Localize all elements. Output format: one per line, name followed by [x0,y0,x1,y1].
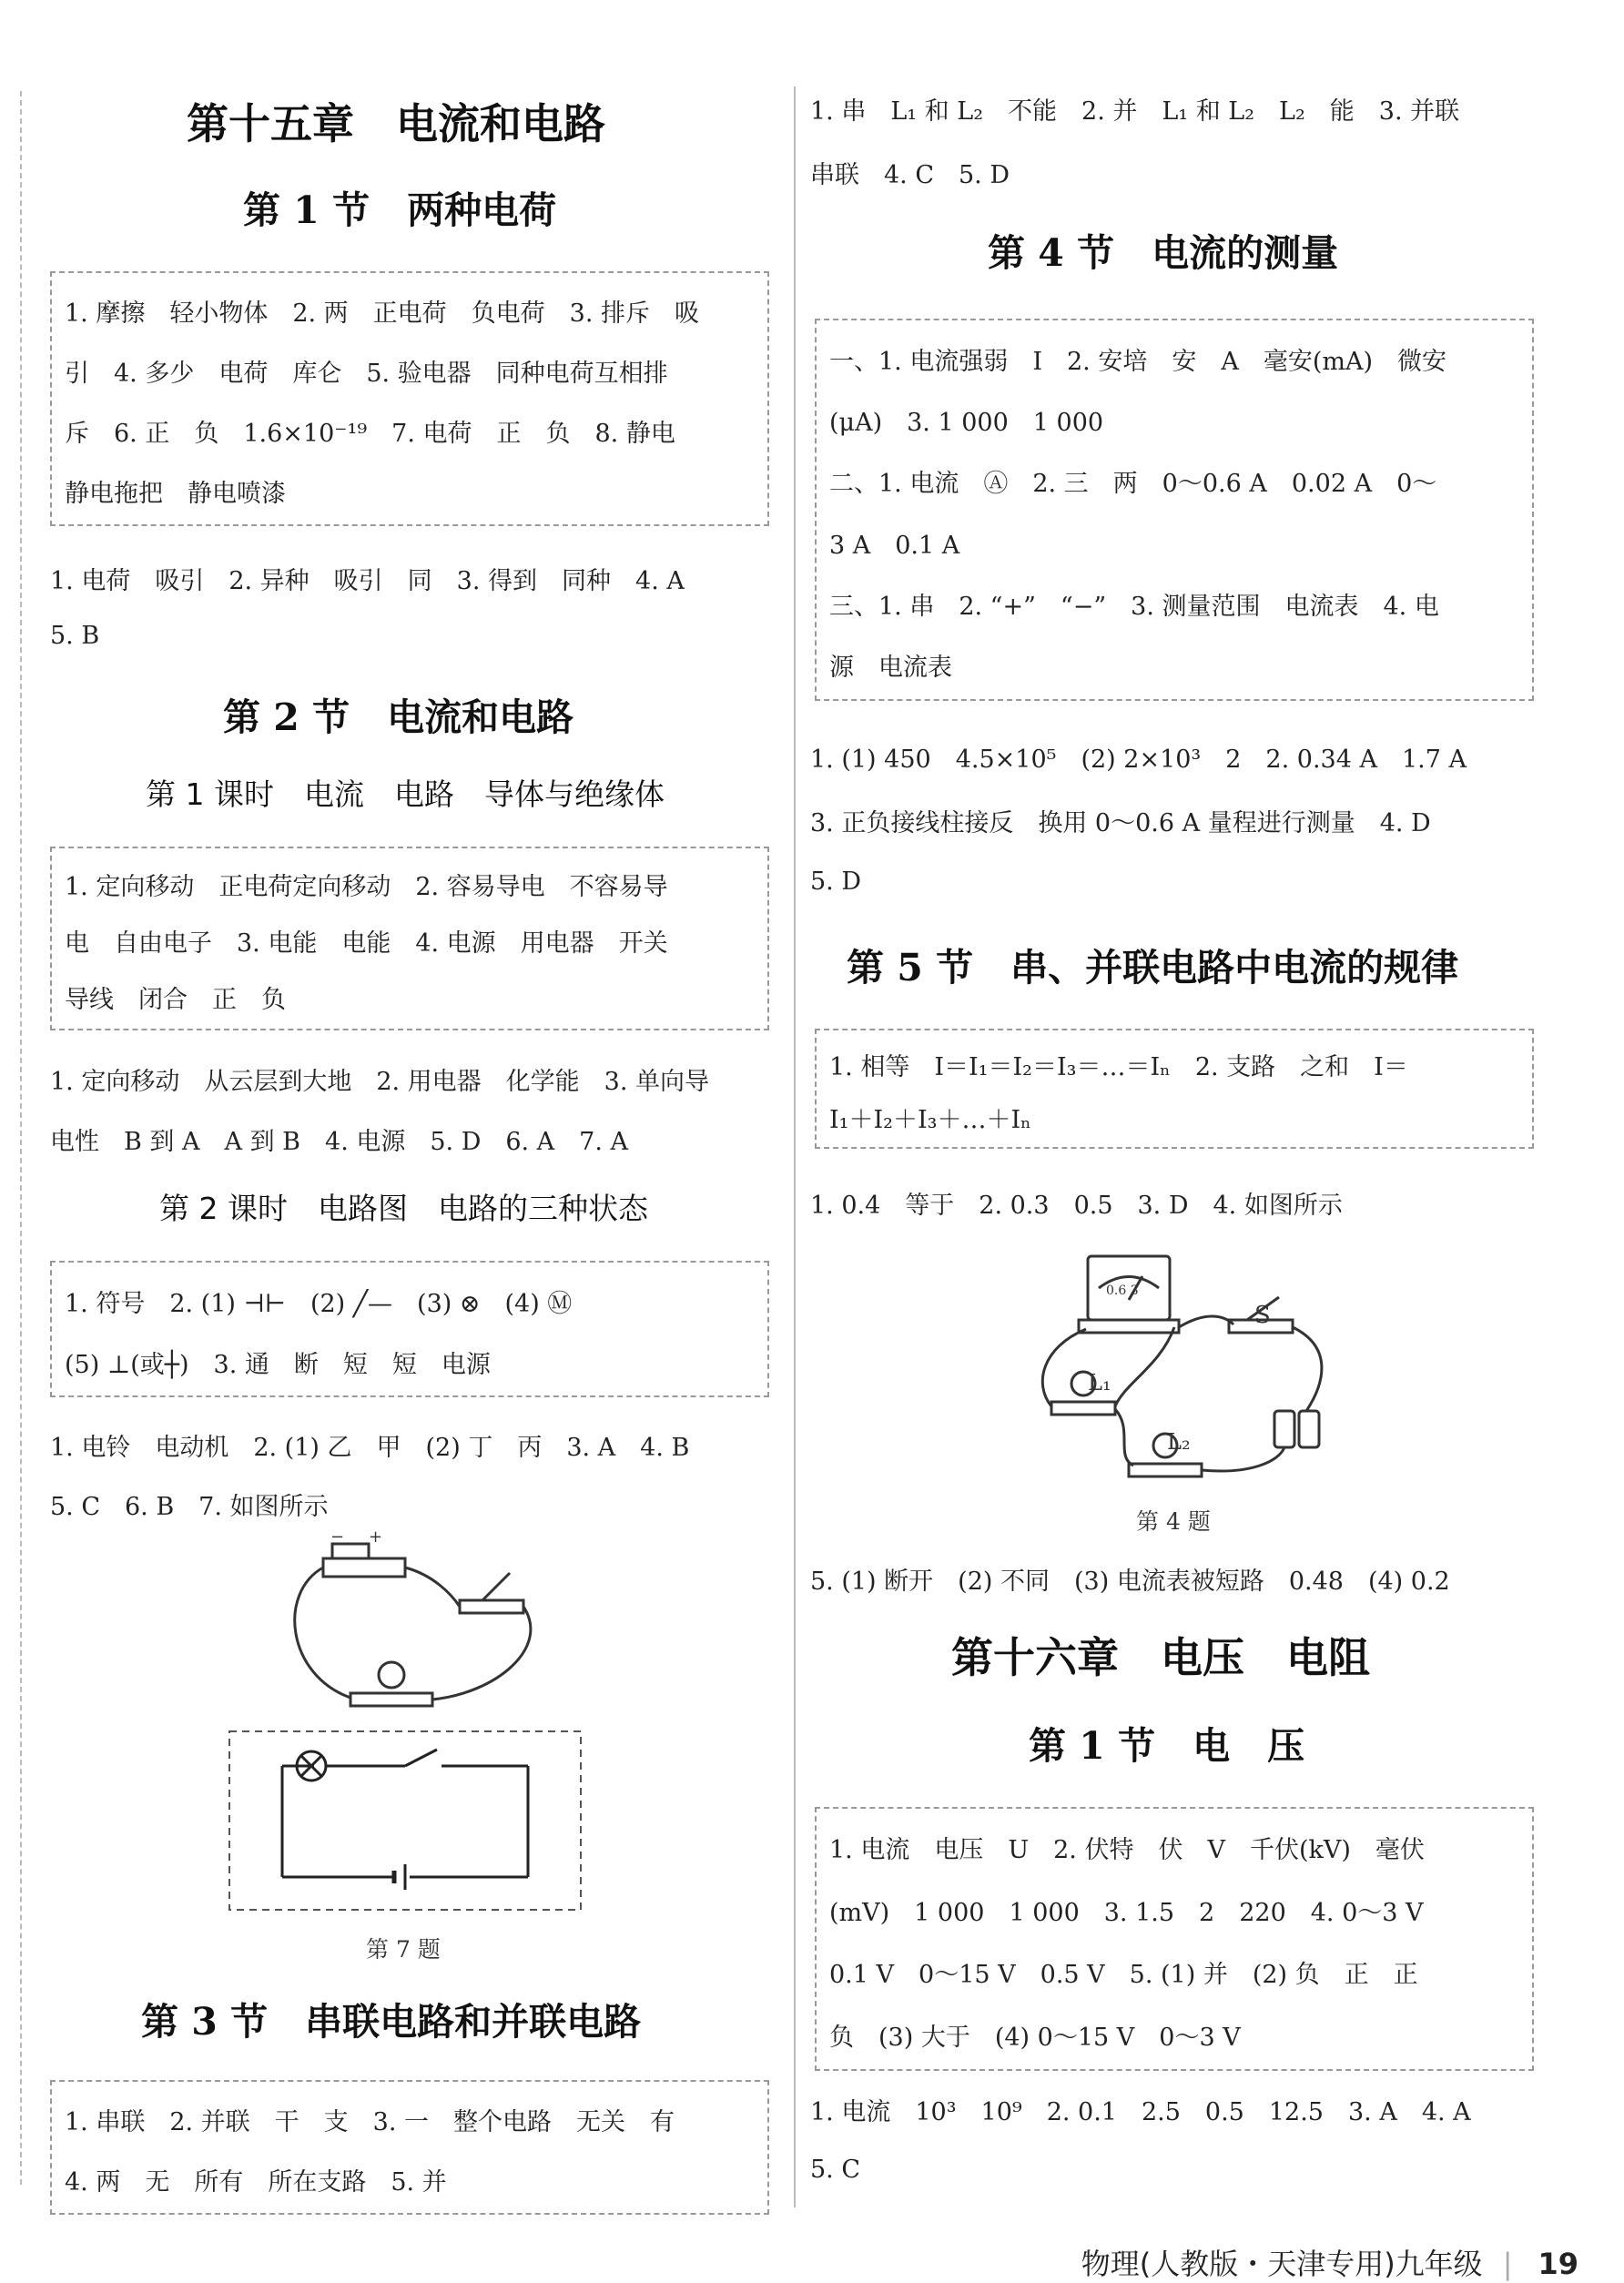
figure7-caption: 第 7 题 [366,1936,441,1963]
section3-knowledge-box [50,2080,769,2215]
section2-title: 第 2 节 电流和电路 [223,695,574,739]
page-number: 19 [1538,2247,1578,2281]
left-margin-line [20,91,22,2185]
chapter16-title: 第十六章 电压 电阻 [951,1633,1370,1682]
box-line: 负 (3) 大于 (4) 0～15 V 0～3 V [829,2023,1241,2052]
box-line: (mV) 1 000 1 000 3. 1.5 2 220 4. 0～3 V [829,1898,1424,1927]
box-line: 静电拖把 静电喷漆 [65,480,286,508]
box-line: 斥 6. 正 负 1.6×10⁻¹⁹ 7. 电荷 正 负 8. 静电 [65,420,675,448]
lesson2-knowledge-box [50,1261,769,1397]
bulb1-board [1051,1402,1115,1415]
lesson1-knowledge-box [50,847,769,1030]
figure4-label-l2: L₂ [1167,1429,1191,1455]
box-line: 导线 闭合 正 负 [65,986,286,1014]
bulb-icon [379,1662,404,1688]
chapter15-title: 第十五章 电流和电路 [187,99,605,148]
ch16-section1-knowledge-box [815,1807,1534,2071]
box-line: 引 4. 多少 电荷 库仑 5. 验电器 同种电荷互相排 [65,360,668,388]
answer-line: 电性 B 到 A A 到 B 4. 电源 5. D 6. A 7. A [50,1128,629,1156]
figure4-circuit [1015,1247,1379,1511]
answer-line: 1. 电荷 吸引 2. 异种 吸引 同 3. 得到 同种 4. A [50,567,685,595]
section1-title: 第 1 节 两种电荷 [243,188,557,232]
ch16-section1-title: 第 1 节 电 压 [1029,1724,1305,1768]
figure4-meter-scale: 0.6 3 [1106,1284,1139,1298]
answer-line: 1. (1) 450 4.5×10⁵ (2) 2×10³ 2 2. 0.34 A 1.7 A [810,746,1467,774]
box-line: 1. 定向移动 正电荷定向移动 2. 容易导电 不容易导 [65,873,668,901]
column-divider [794,86,796,2207]
box-line: 三、1. 串 2. “+” “−” 3. 测量范围 电流表 4. 电 [829,593,1439,621]
answer-line: 1. 电流 10³ 10⁹ 2. 0.1 2.5 0.5 12.5 3. A 4. A [810,2098,1471,2126]
box-line: 二、1. 电流 Ⓐ 2. 三 两 0～0.6 A 0.02 A 0～ [829,470,1437,499]
answer-line: 1. 电铃 电动机 2. (1) 乙 甲 (2) 丁 丙 3. A 4. B [50,1434,690,1462]
box-line: 1. 电流 电压 U 2. 伏特 伏 V 千伏(kV) 毫伏 [829,1836,1425,1865]
bulb2-board [1129,1464,1202,1476]
answer-line: 1. 串 L₁ 和 L₂ 不能 2. 并 L₁ 和 L₂ L₂ 能 3. 并联 [810,97,1460,126]
box-line: 3 A 0.1 A [829,531,960,560]
figure4-caption: 第 4 题 [1136,1508,1211,1535]
section1-knowledge-box [50,271,769,526]
box-line: 一、1. 电流强弱 I 2. 安培 安 A 毫安(mA) 微安 [829,347,1447,376]
answer-line: 5. D [810,868,861,896]
lesson2-title: 第 2 课时 电路图 电路的三种状态 [159,1191,648,1226]
lesson1-title: 第 1 课时 电流 电路 导体与绝缘体 [146,776,665,812]
svg-text:−: − [330,1527,345,1547]
section4-title: 第 4 节 电流的测量 [988,231,1339,275]
box-line: I₁＋I₂＋I₃＋…＋Iₙ [829,1106,1031,1134]
box-line: 1. 摩擦 轻小物体 2. 两 正电荷 负电荷 3. 排斥 吸 [65,299,700,328]
box-line: 4. 两 无 所有 所在支路 5. 并 [65,2168,447,2197]
answer-line: 5. C 6. B 7. 如图所示 [50,1493,329,1521]
switch-symbol [405,1750,437,1766]
answer-line: 3. 正负接线柱接反 换用 0～0.6 A 量程进行测量 4. D [810,809,1431,837]
figure7-circuit-photo [278,1527,569,1720]
switch-board [460,1600,523,1613]
answer-line: 5. B [50,622,100,650]
book-title: 物理(人教版・天津专用)九年级 [1081,2247,1483,2281]
box-line: 1. 符号 2. (1) ⊣⊢ (2) ╱— (3) ⊗ (4) Ⓜ [65,1289,573,1318]
box-line: 电 自由电子 3. 电能 电能 4. 电源 用电器 开关 [65,929,668,958]
battery-icon [1274,1411,1294,1447]
bulb-board [350,1693,432,1706]
battery-board [323,1558,405,1577]
box-line: 1. 相等 I＝I₁＝I₂＝I₃＝…＝Iₙ 2. 支路 之和 I＝ [829,1053,1408,1081]
figure4-label-l1: L₁ [1088,1370,1111,1395]
answer-line: 5. (1) 断开 (2) 不同 (3) 电流表被短路 0.48 (4) 0.2 [810,1568,1450,1596]
page-footer [1081,2241,1578,2283]
box-line: 1. 串联 2. 并联 干 支 3. 一 整个电路 无关 有 [65,2108,675,2136]
answer-line: 1. 定向移动 从云层到大地 2. 用电器 化学能 3. 单向导 [50,1068,710,1096]
figure7-schematic [228,1730,583,1912]
answer-line: 串联 4. C 5. D [810,161,1010,189]
section4-knowledge-box [815,319,1534,701]
svg-text:+: + [369,1527,383,1547]
answer-line: 1. 0.4 等于 2. 0.3 0.5 3. D 4. 如图所示 [810,1192,1343,1220]
figure4-label-s: S [1254,1302,1271,1329]
answer-line: 5. C [810,2156,861,2184]
section3-title: 第 3 节 串联电路和并联电路 [141,2000,642,2044]
section5-knowledge-box [815,1029,1534,1149]
box-line: (5) ⊥(或┼) 3. 通 断 短 短 电源 [65,1350,491,1379]
section5-title: 第 5 节 串、并联电路中电流的规律 [847,946,1459,989]
box-line: (μA) 3. 1 000 1 000 [829,409,1104,437]
footer-separator: | [1502,2247,1513,2281]
box-line: 0.1 V 0～15 V 0.5 V 5. (1) 并 (2) 负 正 正 [829,1961,1418,1990]
box-line: 源 电流表 [829,654,952,683]
